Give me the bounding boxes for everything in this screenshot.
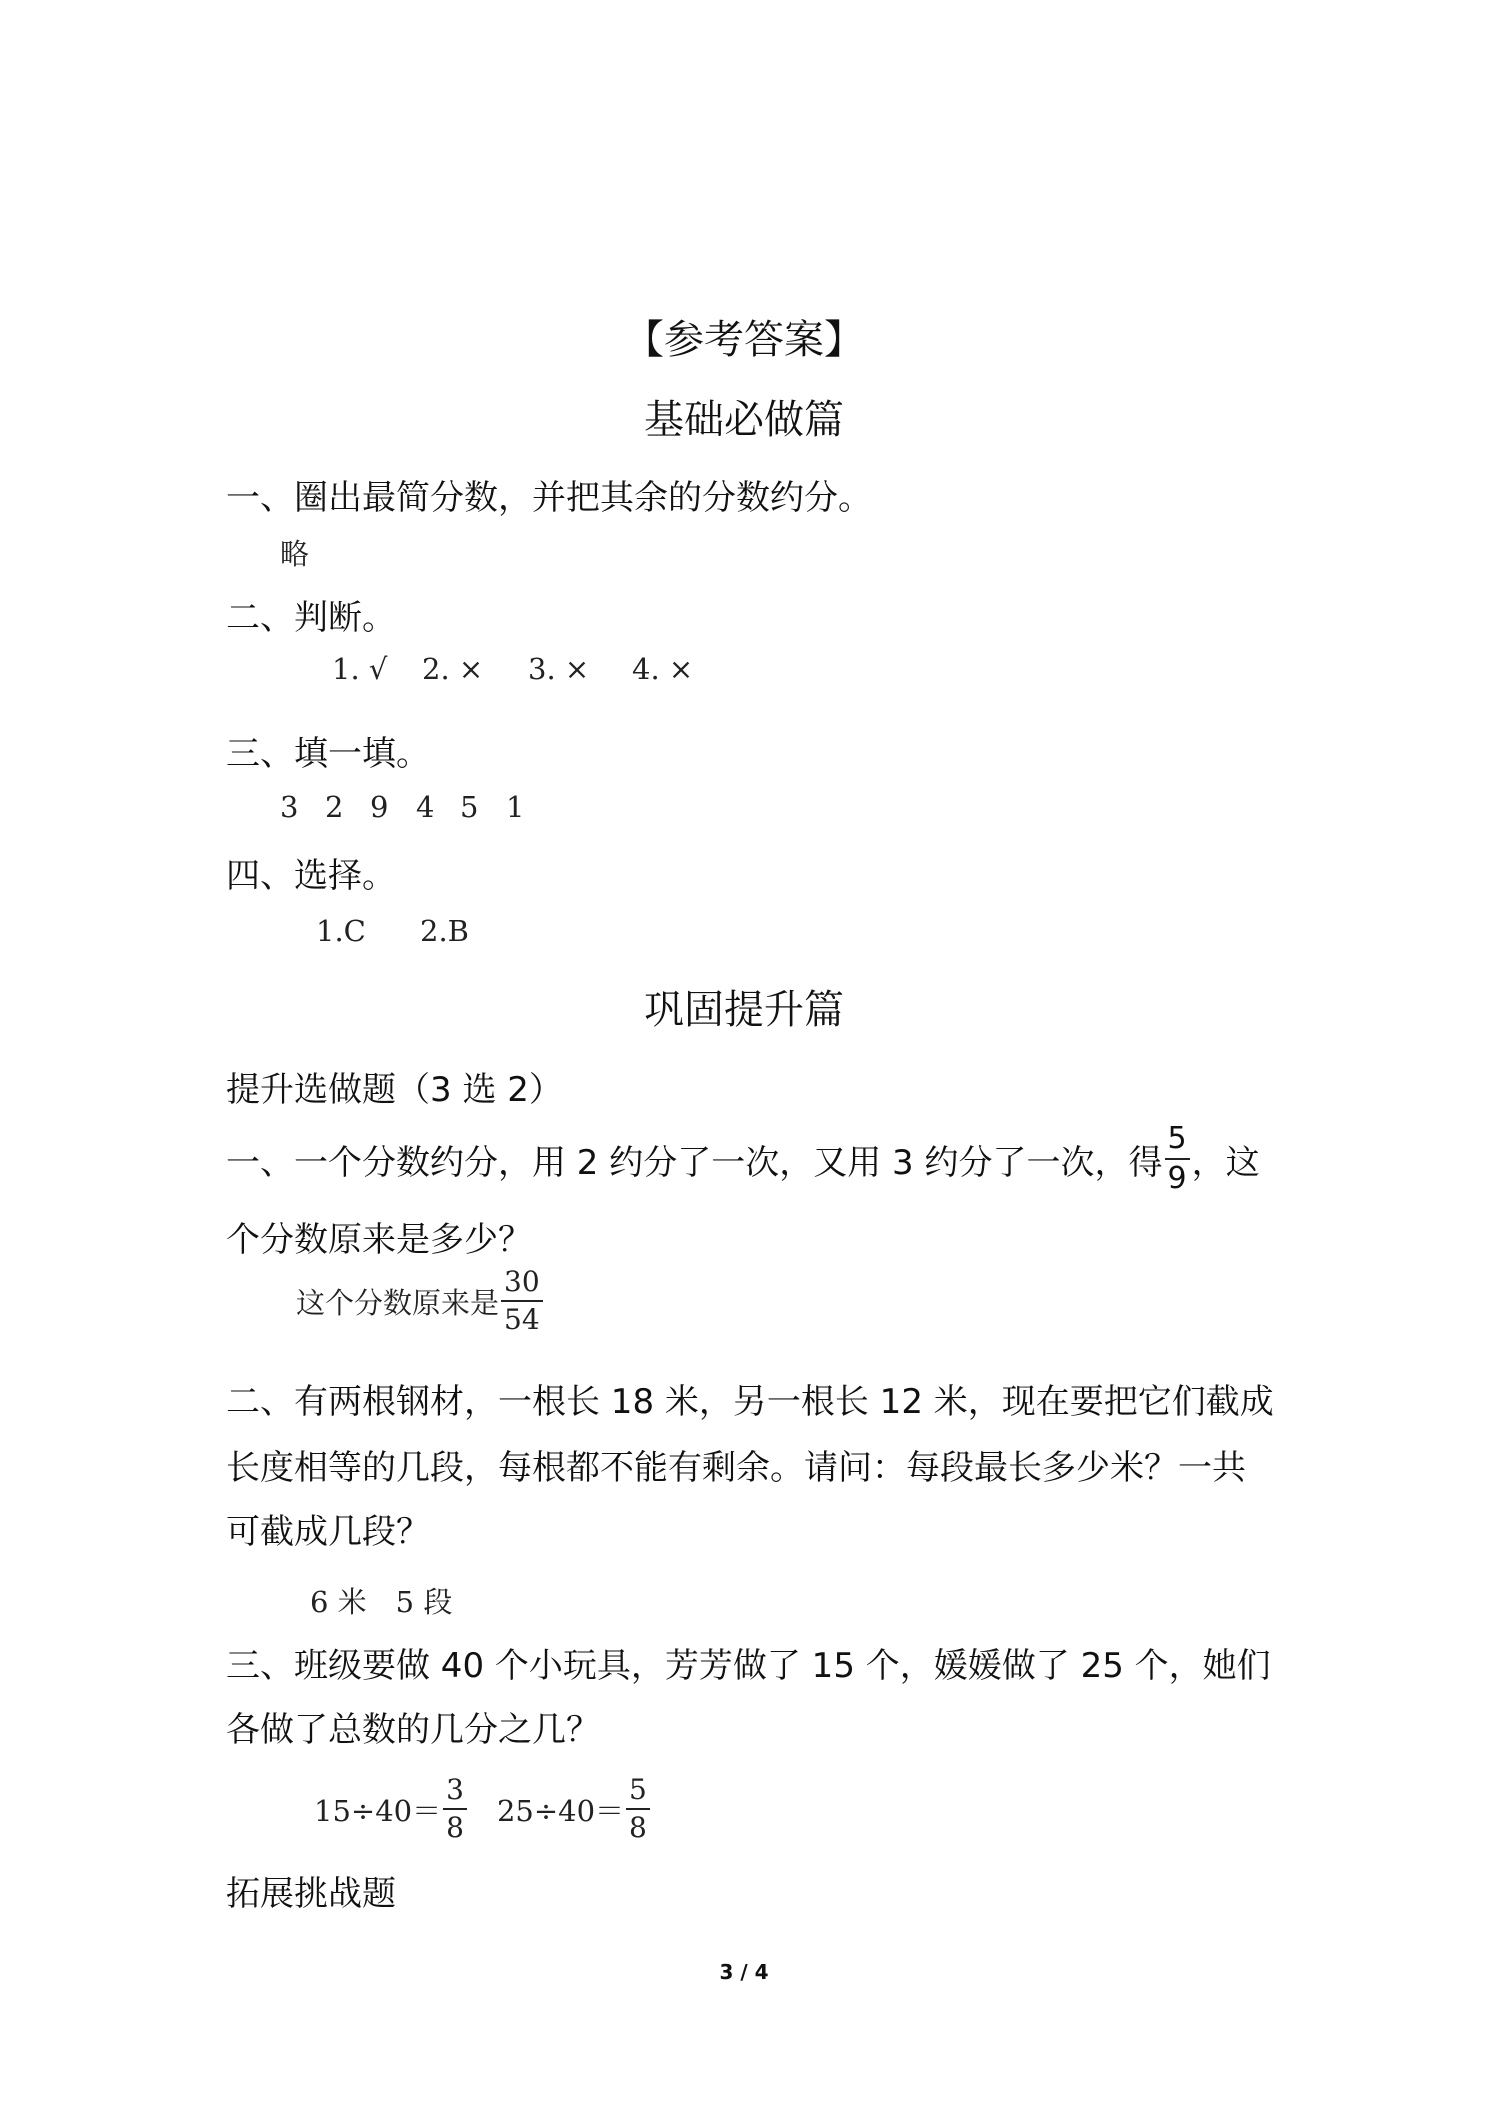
challenge-title: 拓展挑战题 [226,1874,396,1914]
basic-q3-answer-3: 9 [370,790,389,824]
fraction-denominator: 8 [629,1811,647,1844]
advanced-q1-fraction [1165,1121,1190,1196]
advanced-q3-answer1-fraction [443,1773,467,1844]
basic-q2-answer-2: 2. × [422,652,484,686]
fraction-numerator: 30 [501,1268,543,1302]
basic-q3-answer-6: 1 [506,790,525,824]
basic-q3-text: 三、填一填。 [226,734,430,774]
basic-q2-answer-3: 3. × [528,652,590,686]
advanced-q1-line1 [226,1121,1260,1196]
advanced-q1-line2: 个分数原来是多少？ [226,1220,532,1260]
advanced-q3-line2: 各做了总数的几分之几？ [226,1710,600,1750]
advanced-subtitle: 提升选做题（3 选 2） [226,1070,563,1110]
basic-q2-answer-1: 1. √ [332,652,388,686]
advanced-q3-answer2-expr: 25÷40＝ [496,1793,625,1828]
advanced-q1-answer [296,1265,545,1336]
basic-q3-answer-2: 2 [325,790,344,824]
page-number: 3 / 4 [719,1960,769,1984]
fraction-numerator: 5 [626,1776,650,1810]
fraction-denominator: 54 [504,1303,540,1336]
basic-section-title: 基础必做篇 [644,397,844,443]
advanced-q1-answer-fraction [501,1265,543,1336]
advanced-q1-text-before: 一、一个分数约分，用 2 约分了一次，又用 3 约分了一次，得 [226,1142,1163,1183]
basic-q2-text: 二、判断。 [226,598,396,638]
basic-q4-answer-2: 2.B [420,914,469,948]
fraction-numerator: 3 [443,1776,467,1810]
answer-key-title: 【参考答案】 [624,317,864,363]
advanced-q3-answer2-fraction [626,1773,650,1844]
basic-q2-answer-4: 4. × [632,652,694,686]
advanced-q3-line1: 三、班级要做 40 个小玩具，芳芳做了 15 个，媛媛做了 25 个，她们 [226,1646,1271,1686]
advanced-section-title: 巩固提升篇 [644,987,844,1033]
advanced-q3-answer [314,1773,652,1844]
advanced-q2-line1: 二、有两根钢材，一根长 18 米，另一根长 12 米，现在要把它们截成 [226,1382,1274,1422]
fraction-denominator: 8 [446,1811,464,1844]
basic-q3-answer-4: 4 [416,790,435,824]
basic-q4-text: 四、选择。 [226,856,396,896]
advanced-q2-answer: 6 米 5 段 [310,1585,453,1619]
basic-q1-text: 一、圈出最简分数，并把其余的分数约分。 [226,478,872,518]
basic-q3-answer-1: 3 [280,790,299,824]
basic-q1-answer: 略 [280,537,310,571]
basic-q3-answer-5: 5 [460,790,479,824]
fraction-denominator: 9 [1167,1161,1187,1196]
advanced-q2-line2: 长度相等的几段，每根都不能有剩余。请问：每段最长多少米？一共 [226,1448,1246,1488]
advanced-q1-answer-prefix: 这个分数原来是 [296,1285,500,1320]
basic-q4-answer-1: 1.C [316,914,366,948]
advanced-q3-answer1-expr: 15÷40＝ [314,1793,442,1828]
advanced-q1-text-after: ，这 [1191,1142,1260,1183]
advanced-q2-line3: 可截成几段？ [226,1512,430,1552]
fraction-numerator: 5 [1165,1124,1190,1160]
